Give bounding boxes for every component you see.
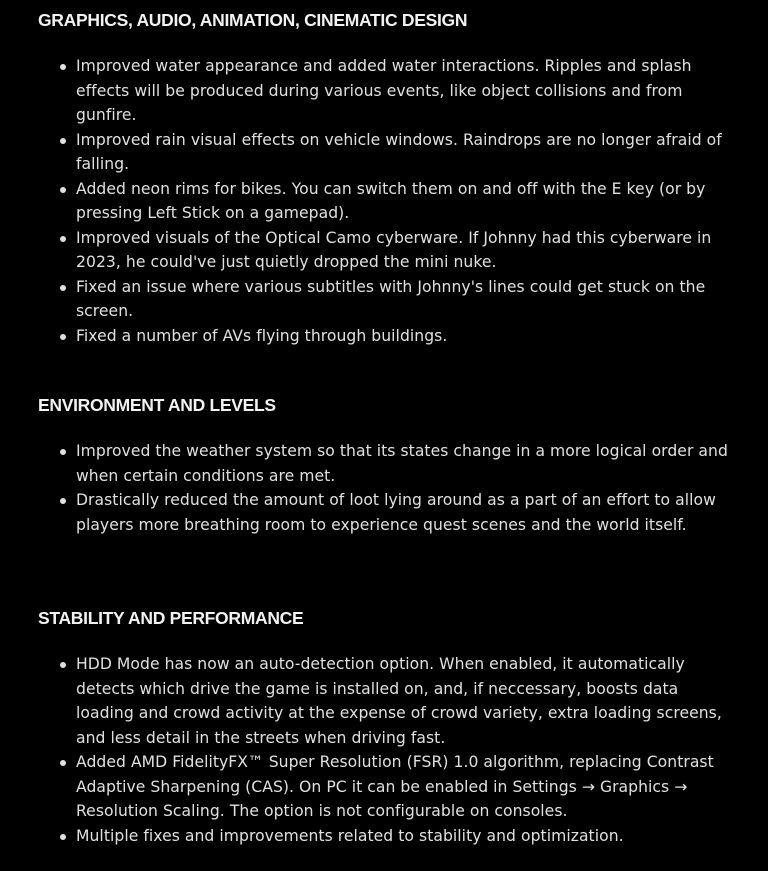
section-environment — [38, 393, 738, 537]
section-heading: GRAPHICS, AUDIO, ANIMATION, CINEMATIC DESIGN — [38, 10, 468, 30]
list-item — [38, 54, 738, 128]
bullet-icon — [60, 334, 66, 340]
list-item-text: Improved the weather system so that its states change in a more logical order and when certain conditions are met. — [76, 442, 728, 485]
list-item — [38, 750, 738, 824]
list-item — [38, 226, 738, 275]
section-heading: STABILITY AND PERFORMANCE — [38, 608, 304, 628]
list-item — [38, 652, 738, 750]
bullet-icon — [60, 236, 66, 242]
list-item-text: Improved water appearance and added water interactions. Ripples and splash effects will be produced during various events, like object collisions and from gunfire. — [76, 57, 692, 124]
list-item — [38, 275, 738, 324]
bullet-icon — [60, 64, 66, 70]
list-item — [38, 439, 738, 488]
section-stability — [38, 606, 738, 848]
list-item — [38, 324, 738, 349]
bullet-icon — [60, 138, 66, 144]
list-item — [38, 824, 738, 849]
bullet-list — [38, 652, 738, 848]
list-item-text: Drastically reduced the amount of loot lying around as a part of an effort to allow players more breathing room to experience quest scenes and the world itself. — [76, 491, 716, 534]
list-item-text: Improved rain visual effects on vehicle windows. Raindrops are no longer afraid of falling. — [76, 130, 722, 173]
bullet-icon — [60, 449, 66, 455]
bullet-icon — [60, 834, 66, 840]
bullet-list — [38, 54, 738, 348]
list-item-text: Multiple fixes and improvements related to stability and optimization. — [76, 826, 624, 845]
bullet-icon — [60, 187, 66, 193]
list-item — [38, 128, 738, 177]
list-item — [38, 488, 738, 537]
bullet-icon — [60, 760, 66, 766]
list-item-text: Fixed a number of AVs flying through buildings. — [76, 326, 448, 345]
section-heading: ENVIRONMENT AND LEVELS — [38, 395, 276, 415]
section-graphics — [38, 8, 738, 348]
list-item-text: Added AMD FidelityFX™ Super Resolution (FSR) 1.0 algorithm, replacing Contrast Adaptive Sharpening (CAS). On PC it can be enabled in Settings → Graphics → Resolution Scaling. The option is not configurable on consoles. — [76, 753, 714, 820]
list-item-text: Improved visuals of the Optical Camo cyberware. If Johnny had this cyberware in 2023, he could've just quietly dropped the mini nuke. — [76, 228, 712, 271]
list-item-text: Fixed an issue where various subtitles with Johnny's lines could get stuck on the screen. — [76, 277, 706, 320]
bullet-icon — [60, 285, 66, 291]
bullet-icon — [60, 662, 66, 668]
list-item-text: HDD Mode has now an auto-detection option. When enabled, it automatically detects which drive the game is installed on, and, if neccessary, boosts data loading and crowd activity at the expense of crowd variety, extra loading screens, and less detail in the streets when driving fast. — [76, 655, 722, 747]
list-item — [38, 177, 738, 226]
bullet-icon — [60, 498, 66, 504]
list-item-text: Added neon rims for bikes. You can switch them on and off with the E key (or by pressing Left Stick on a gamepad). — [76, 179, 706, 222]
bullet-list — [38, 439, 738, 537]
